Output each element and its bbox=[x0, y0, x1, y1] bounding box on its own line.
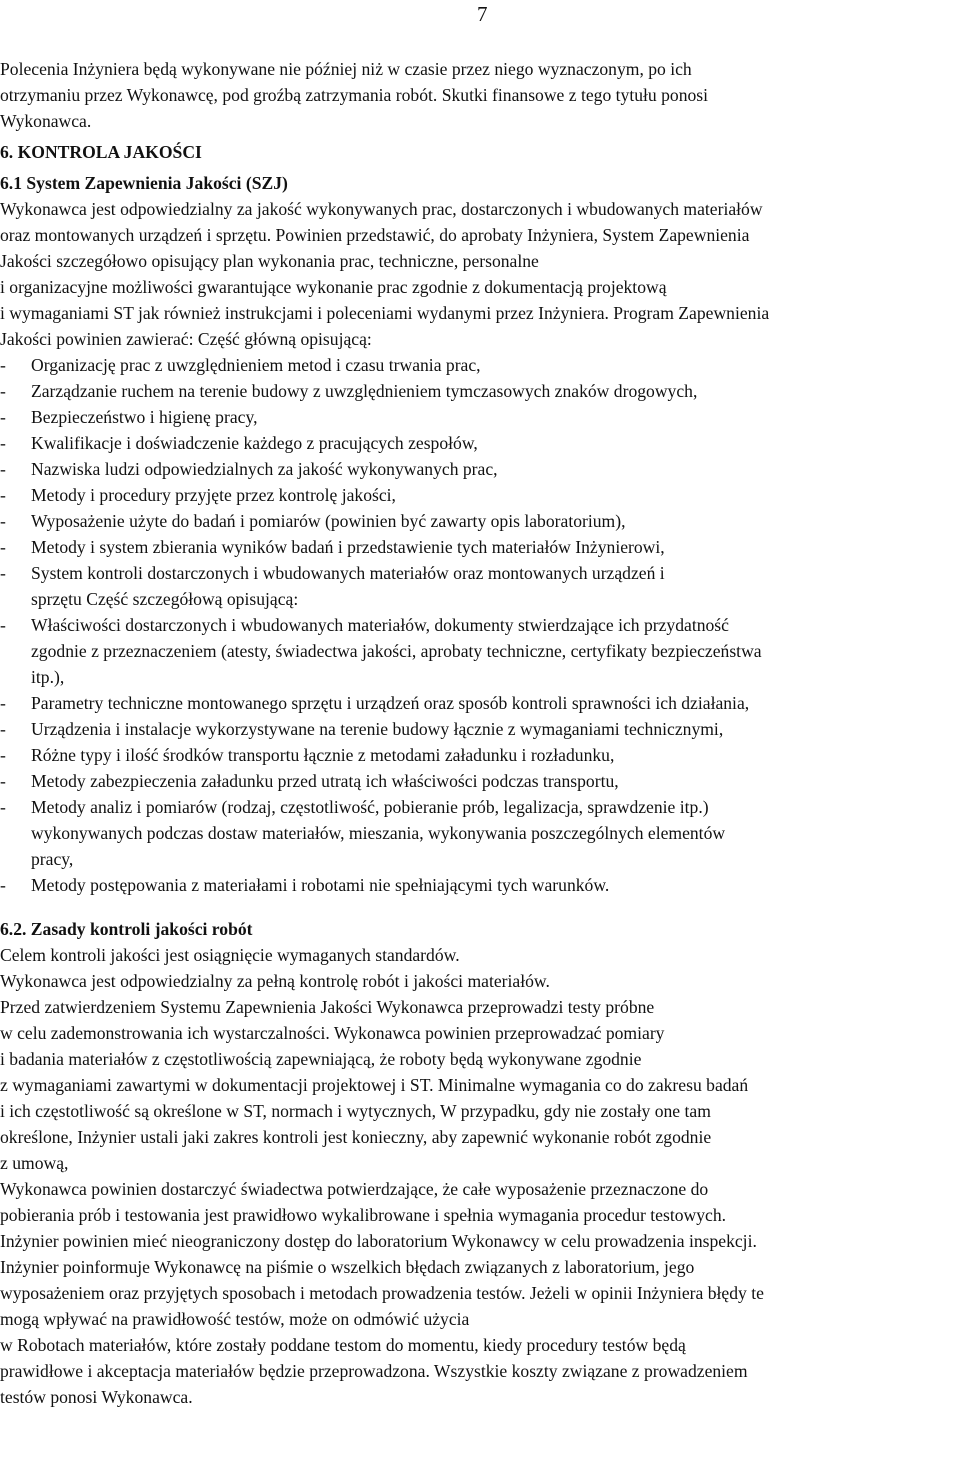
list-item-text: Nazwiska ludzi odpowiedzialnych za jakość wykonywanych prac, bbox=[31, 459, 498, 479]
list-dash: - bbox=[0, 433, 6, 453]
list-item bbox=[0, 742, 960, 768]
list-item bbox=[0, 430, 960, 456]
section-6-2-line: Inżynier poinformuje Wykonawcę na piśmie o wszelkich błędach związanych z laboratorium, jego bbox=[0, 1257, 695, 1277]
list-item-text: Parametry techniczne montowanego sprzętu i urządzeń oraz sposób kontroli sprawności ich działania, bbox=[31, 693, 750, 713]
list-item-text: Kwalifikacje i doświadczenie każdego z pracujących zespołów, bbox=[31, 433, 478, 453]
list-item-continuation: zgodnie z przeznaczeniem (atesty, świadectwa jakości, aprobaty techniczne, certyfikaty bezpieczeństwa bbox=[31, 641, 762, 661]
list-item-text: Metody i procedury przyjęte przez kontrolę jakości, bbox=[31, 485, 396, 505]
section-6-2-line: w celu zademonstrowania ich wystarczalności. Wykonawca powinien przeprowadzać pomiary bbox=[0, 1023, 665, 1043]
section-6-2-line: Celem kontroli jakości jest osiągnięcie wymaganych standardów. bbox=[0, 945, 460, 965]
list-item bbox=[0, 690, 960, 716]
list-item-text: Bezpieczeństwo i higienę pracy, bbox=[31, 407, 258, 427]
document-body bbox=[0, 56, 960, 1410]
list-item bbox=[0, 352, 960, 378]
list-item bbox=[0, 508, 960, 534]
list-item-continuation: wykonywanych podczas dostaw materiałów, mieszania, wykonywania poszczególnych elementów bbox=[31, 823, 726, 843]
section-6-2-line: i badania materiałów z częstotliwością zapewniającą, że roboty będą wykonywane zgodnie bbox=[0, 1049, 642, 1069]
section-6-1-paragraph-line: oraz montowanych urządzeń i sprzętu. Powinien przedstawić, do aprobaty Inżyniera, System Zapewnienia bbox=[0, 225, 750, 245]
list-item bbox=[0, 456, 960, 482]
list-item bbox=[0, 768, 960, 794]
list-dash: - bbox=[0, 875, 6, 895]
list-item bbox=[0, 534, 960, 560]
list-dash: - bbox=[0, 693, 6, 713]
list-dash: - bbox=[0, 719, 6, 739]
list-dash: - bbox=[0, 771, 6, 791]
list-item-text: Metody analiz i pomiarów (rodzaj, częstotliwość, pobieranie prób, legalizacja, sprawdzenie itp.) bbox=[31, 797, 709, 817]
section-6-1-heading: 6.1 System Zapewnienia Jakości (SZJ) bbox=[0, 173, 288, 193]
list-item bbox=[0, 794, 960, 820]
list-dash: - bbox=[0, 485, 6, 505]
section-6-2-heading: 6.2. Zasady kontroli jakości robót bbox=[0, 919, 253, 939]
list-item-text: Urządzenia i instalacje wykorzystywane na terenie budowy łącznie z wymaganiami technicznymi, bbox=[31, 719, 724, 739]
section-6-2-line: z wymaganiami zawartymi w dokumentacji projektowej i ST. Minimalne wymagania co do zakresu badań bbox=[0, 1075, 749, 1095]
list-item-text: Metody zabezpieczenia załadunku przed utratą ich właściwości podczas transportu, bbox=[31, 771, 619, 791]
list-item bbox=[0, 482, 960, 508]
list-item-text: Wyposażenie użyte do badań i pomiarów (powinien być zawarty opis laboratorium), bbox=[31, 511, 626, 531]
section-6-2-line: pobierania prób i testowania jest prawidłowo wykalibrowane i spełnia wymagania procedur testowych. bbox=[0, 1205, 727, 1225]
list-item-text: Metody i system zbierania wyników badań i przedstawienie tych materiałów Inżynierowi, bbox=[31, 537, 665, 557]
section-6-1-paragraph-line: Wykonawca jest odpowiedzialny za jakość wykonywanych prac, dostarczonych i wbudowanych materiałów bbox=[0, 199, 763, 219]
section-6-2-line: mogą wpływać na prawidłowość testów, może on odmówić użycia bbox=[0, 1309, 470, 1329]
section-6-2-line: i ich częstotliwość są określone w ST, normach i wytycznych, W przypadku, gdy nie zostały one tam bbox=[0, 1101, 711, 1121]
section-gap bbox=[0, 898, 960, 916]
section-6-2-line: w Robotach materiałów, które zostały poddane testom do momentu, kiedy procedury testów będą bbox=[0, 1335, 686, 1355]
list-item-text: Właściwości dostarczonych i wbudowanych materiałów, dokumenty stwierdzające ich przydatność bbox=[31, 615, 729, 635]
section-6-1-paragraph-line: i wymaganiami ST jak również instrukcjami i poleceniami wydanymi przez Inżyniera. Program Zapewnienia bbox=[0, 303, 770, 323]
intro-line: Polecenia Inżyniera będą wykonywane nie później niż w czasie przez niego wyznaczonym, po ich bbox=[0, 59, 692, 79]
section-6-2-line: wyposażeniem oraz przyjętych sposobach i metodach prowadzenia testów. Jeżeli w opinii Inżyniera błędy te bbox=[0, 1283, 764, 1303]
section-6-2-line: Przed zatwierdzeniem Systemu Zapewnienia Jakości Wykonawca przeprowadzi testy próbne bbox=[0, 997, 655, 1017]
intro-line: Wykonawca. bbox=[0, 111, 92, 131]
section-6-2-line: Wykonawca jest odpowiedzialny za pełną kontrolę robót i jakości materiałów. bbox=[0, 971, 550, 991]
section-6-2-line: Inżynier powinien mieć nieograniczony dostęp do laboratorium Wykonawcy w celu prowadzenia inspekcji. bbox=[0, 1231, 757, 1251]
section-6-heading: 6. KONTROLA JAKOŚCI bbox=[0, 142, 202, 162]
list-item-text: Organizację prac z uwzględnieniem metod i czasu trwania prac, bbox=[31, 355, 481, 375]
list-dash: - bbox=[0, 381, 6, 401]
list-dash: - bbox=[0, 511, 6, 531]
section-6-2-line: z umową, bbox=[0, 1153, 69, 1173]
list-item-continuation: pracy, bbox=[31, 849, 74, 869]
list-item-text: System kontroli dostarczonych i wbudowanych materiałów oraz montowanych urządzeń i bbox=[31, 563, 665, 583]
list-item-continuation: sprzętu Część szczegółową opisującą: bbox=[31, 589, 299, 609]
section-6-2-line: Wykonawca powinien dostarczyć świadectwa potwierdzające, że całe wyposażenie przeznaczone do bbox=[0, 1179, 709, 1199]
list-dash: - bbox=[0, 563, 6, 583]
section-6-1-paragraph-line: Jakości powinien zawierać: Część główną opisującą: bbox=[0, 329, 372, 349]
intro-line: otrzymaniu przez Wykonawcę, pod groźbą zatrzymania robót. Skutki finansowe z tego tytułu ponosi bbox=[0, 85, 709, 105]
section-6-1-paragraph-line: Jakości szczegółowo opisujący plan wykonania prac, techniczne, personalne bbox=[0, 251, 539, 271]
list-dash: - bbox=[0, 407, 6, 427]
list-item-text: Różne typy i ilość środków transportu łącznie z metodami załadunku i rozładunku, bbox=[31, 745, 615, 765]
list-dash: - bbox=[0, 615, 6, 635]
list-item bbox=[0, 872, 960, 898]
list-dash: - bbox=[0, 745, 6, 765]
list-dash: - bbox=[0, 355, 6, 375]
section-6-1-paragraph-line: i organizacyjne możliwości gwarantujące wykonanie prac zgodnie z dokumentacją projektową bbox=[0, 277, 667, 297]
list-dash: - bbox=[0, 537, 6, 557]
list-item bbox=[0, 612, 960, 638]
list-item bbox=[0, 560, 960, 586]
list-item bbox=[0, 378, 960, 404]
list-item-text: Metody postępowania z materiałami i robotami nie spełniającymi tych warunków. bbox=[31, 875, 610, 895]
list-item bbox=[0, 716, 960, 742]
section-6-2-line: prawidłowe i akceptacja materiałów będzie przeprowadzona. Wszystkie koszty związane z prowadzeniem bbox=[0, 1361, 748, 1381]
list-item-continuation: itp.), bbox=[31, 667, 65, 687]
page-number: 7 bbox=[477, 2, 488, 26]
section-6-2-line: testów ponosi Wykonawca. bbox=[0, 1387, 193, 1407]
list-item-text: Zarządzanie ruchem na terenie budowy z uwzględnieniem tymczasowych znaków drogowych, bbox=[31, 381, 698, 401]
list-dash: - bbox=[0, 797, 6, 817]
list-item bbox=[0, 404, 960, 430]
section-6-2-line: określone, Inżynier ustali jaki zakres kontroli jest konieczny, aby zapewnić wykonanie robót zgodnie bbox=[0, 1127, 712, 1147]
list-dash: - bbox=[0, 459, 6, 479]
